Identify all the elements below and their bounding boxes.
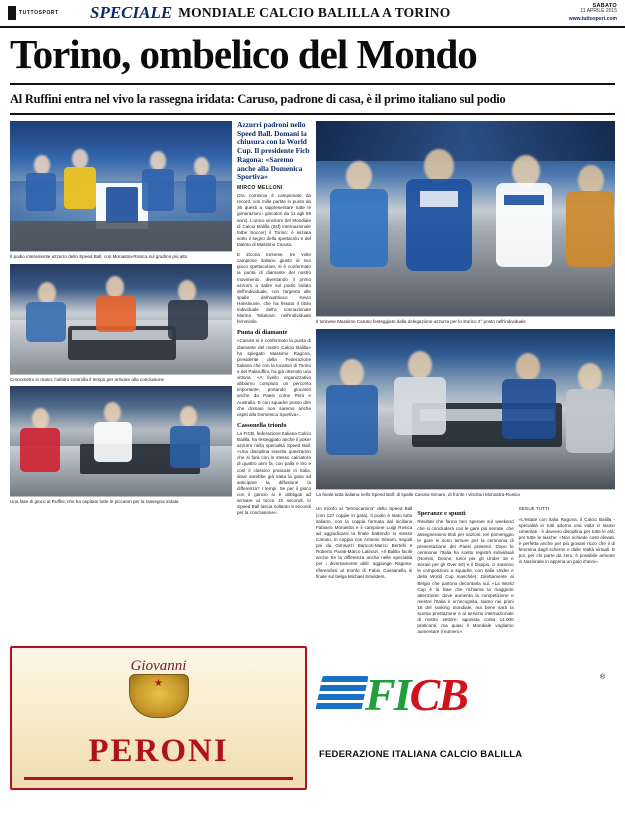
paragraph: SEGUE TUTTI (518, 506, 549, 512)
lead-paragraph-1 (237, 193, 311, 325)
photo-caption-final: La finale tutta italiana nello Speed Ball: di spalle Caruso-Simaro, di fronte i vincitori Monastra-Rosica (316, 491, 520, 497)
photo-caption-podium: Il podio interamente azzurro dello Speed Ball, con Monastra-Rosica sul gradino più alto (10, 254, 188, 259)
ficb-letter-c: C (409, 668, 439, 720)
paragraph: Un trionfo al "termocamino" dello Speed Ball (con 127 coppie in gara). Il podio è stato tutto italiano, con la coppia formata dal siciliano Fabiano Monastra e il campione Luigi Rosica ad aggiudicarsi la finale battendo lo stesso Caruso, in coppia con Antonio Simaro, seguiti poi da Gimnarzi Bancori-Marco Bertelli e Roberto Parati-Marco Latinazi. «Il Balilla facile anche tre la differenza anche nelle specialità per i diversamente abili: aggiunge Ragona- riferendosi al trionfo di Fabio Cassanella in finale sul belga Michael Smulders. (316, 506, 413, 579)
photo-caption-caruso: Il torinese Massimo Caruso festeggiato dalla delegazione azzurra per lo storico 2° posto nell'individuale (316, 319, 526, 324)
subheading-punta: Punta di diamante (237, 329, 288, 337)
masthead-meta (569, 3, 617, 23)
paragraph: «L'estate con Italia Ragona, il Calcio Balilla - specialità in tutti attorno una volta ci siamo cimentati - è davvero disciplina per tutte le età: per tutte le tasche: «Non richiede costi elevati, è perfetta anche per più giovani ricco che il di femmina dagli schermi e dalle realtà virtuali. E poi, per chi parte da zero, è possibile arrivare in Nazionale in appena un paio d'anni». (518, 516, 615, 565)
text-column-b (417, 506, 513, 639)
brand-logo (8, 6, 90, 20)
ficb-letter-b: B (438, 668, 467, 720)
peroni-wordmark: PERONI (88, 732, 229, 769)
text-column-a (316, 506, 412, 639)
ad-ficb[interactable] (313, 646, 615, 786)
text-column-c (519, 506, 615, 639)
ficb-wordmark (365, 668, 467, 720)
ad-peroni[interactable] (10, 646, 307, 790)
headline-block (0, 28, 625, 77)
page-title: Torino, ombelico del Mondo (10, 31, 477, 77)
photo-caruso-celebration (316, 121, 615, 316)
ficb-registered-mark: ® (599, 673, 605, 681)
paragraph: La FICB, federazione Italiana Calcio Balilla, ha festeggiato anche il poker azzurro nella specialità Speed Ball. «Una disciplina inserita quest'anno che si farà con lo stesso calciatore di quattro anni fa, con palla e tiro e così il classico praticato in Italia, dove sarebbe già stata la gioia ad anticipare la diffusione la differenza? I tempi. Se per il gioco con il gancio si è obbligati ad arrivare al tocco 15 secondi, lo Speed Ball lascia soltanto 5 secondi per la conclusione». (237, 430, 311, 516)
subheading-cassonella: Cassonella trionfo (237, 421, 287, 429)
photo-referee (10, 264, 232, 374)
peroni-script-text: Giovanni (130, 657, 187, 674)
article-body (0, 121, 625, 640)
ficb-subtitle: FEDERAZIONE ITALIANA CALCIO BALILLA (319, 748, 523, 760)
photo-match-action (10, 386, 232, 496)
paragraph: «Caruso si è confermato la punta di diamante del nostro Calcio Balilla» ha spiegato Massimo Ragona, presidente della Federazione Italiana che con la location di Torino e del Palaruffini, ha già ottenuto una vittoria. «A livello organizzativo abbiamo compiuto un percorso importante, portando giocatori anche da Paesi come Perù e Australia. E con squadre posso dire che domani non saremo anche ospiti alla Domenica Sportiva». (237, 338, 311, 417)
subheading-speranze: Speranze e spuntì (417, 510, 466, 518)
divider-rule-2 (10, 113, 615, 115)
section-kicker: SPECIALE (90, 3, 173, 22)
paragraph: Ora comincia il campionato da record, con mille partite in punto da 36 questi a rappresentare tutte le generazioni i giocatori da 11 agli 88 anni). L'unico vincitore del Mondiale di Calcio Balilla (Itsf) internazionale fatbe Soccer) il Torino: è iniziata sotto il segno della spettacolo e del talento di Massimo Caruso. (237, 193, 311, 248)
ficb-letter-i: I (393, 668, 410, 720)
right-column (316, 121, 615, 640)
lead-paragraph-3 (237, 431, 311, 517)
text-columns-bottom (316, 506, 615, 639)
advertisement-strip (0, 640, 625, 798)
section-title: MONDIALE CALCIO BALILLA A TORINO (178, 5, 451, 20)
peroni-underline (24, 777, 293, 780)
photo-caption-referee: Cronometro in mano, l'arbitro controlla il tempo per arrivare alla conclusione (10, 376, 165, 382)
paragraph: E Zicona torinese, tre volte campione italiano giusto al suo gioco spettacolare, si è confermato la punta di diamante del nostro movimento, diventando il primo azzurro a salire sul podio iridato dell'individuale, con l'argento alle spalle dell'austriaco Kevin Hanslouvie, che ha fissato il titolo individuale dell'a connazionale Marina Talukovic nell'individuale femminile. (237, 252, 311, 325)
peroni-star-icon: ★ (154, 677, 163, 689)
lead-text-column (237, 121, 311, 640)
publication-date: 11 APRILE 2015 (580, 8, 617, 15)
photo-podium (10, 121, 232, 251)
subheadline: Al Ruffini entra nel vivo la rassegna iridata: Caruso, padrone di casa, è il primo italiano sul podio (10, 92, 506, 106)
brand-name: TUTTOSPORT (19, 10, 59, 16)
publication-url: www.tuttosport.com (568, 16, 617, 23)
photo-final-match (316, 329, 615, 489)
paragraph: Risultati che fanno ben sperare sul weekend che si concluderà con le gare più serrate, che assegneranno titoli per nazioni. Ieri pomeriggio le gare si sono lemure per la cerimonia di presentazione dei Paesi presenti. Dopo le cerimonie l'Italia ha scelto registrò individuali (Nomini, Doone, Iurioi per gli Under 18 e Serain per gli Over 50) e il Doppio, ci saranno le competizioni a squadre, con Italia Under e della World Cup maschile). Direttamente al Belgio che partono decontarla sul. «La World Cup è la fase che richiama la maggiore attenzione: dove aumenta la competizione e mentre l'Italia è un'incognita, siamo nei primi 16 del ranking mondiale, ma bene sarà la scorsa prestazione e al servizio internazionale di nostro settore: agonista conta 14.000 praticanti, ma quasi il Mondiale vogliamo aumentare il numero». (417, 519, 514, 635)
left-photo-column (10, 121, 232, 640)
logo-mark-icon (8, 6, 16, 20)
lead-title: Azzurri padroni nello Speed Ball. Domani la chiusura con la World Cup. Il presidente Ficb Ragona: «Saremo anche alla Domenica Sportiva» (237, 120, 310, 182)
byline: MIRCO MELLONI (237, 185, 283, 192)
masthead (0, 0, 625, 28)
ficb-letter-f: F (365, 668, 394, 720)
ficb-flag-icon (315, 676, 368, 710)
lead-paragraph-2 (237, 338, 311, 417)
publication-day: SABATO (592, 3, 617, 10)
photo-caption-match: Una fase di gioco al Ruffini, che ha ospitato tutte le piccatori per la rassegna iridata (10, 499, 179, 505)
divider-rule (10, 83, 615, 85)
